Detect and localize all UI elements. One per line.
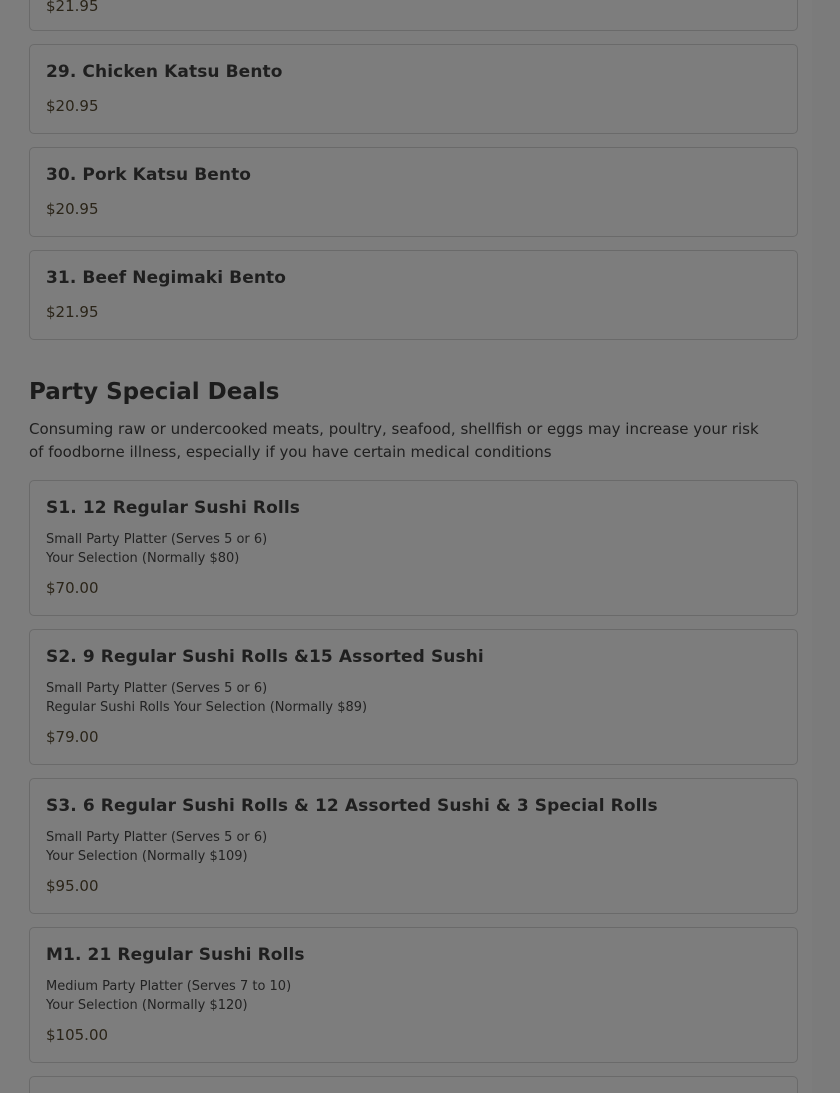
- item-name: 31. Beef Negimaki Bento: [46, 268, 287, 288]
- section-disclaimer: Consuming raw or undercooked meats, poultry, seafood, shellfish or eggs may increase your risk of foodborne illness, especially if you have certain medical conditions: [29, 420, 759, 461]
- item-description: Small Party Platter (Serves 5 or 6): [46, 830, 268, 845]
- menu-item-card[interactable]: [29, 629, 798, 765]
- item-name: S2. 9 Regular Sushi Rolls &15 Assorted Sushi: [46, 647, 484, 667]
- item-name: 30. Pork Katsu Bento: [46, 165, 252, 185]
- item-price: $105.00: [46, 1026, 109, 1044]
- menu-item-card[interactable]: [29, 44, 798, 134]
- item-price: $21.95: [46, 0, 99, 15]
- item-name: S3. 6 Regular Sushi Rolls & 12 Assorted Sushi & 3 Special Rolls: [46, 796, 658, 816]
- item-price: $70.00: [46, 579, 99, 597]
- item-description: Medium Party Platter (Serves 7 to 10): [46, 979, 292, 994]
- item-price: $95.00: [46, 877, 99, 895]
- menu-item-card[interactable]: [29, 480, 798, 616]
- menu-item-card[interactable]: [29, 927, 798, 1063]
- item-description: Your Selection (Normally $80): [46, 551, 240, 566]
- item-name: S1. 12 Regular Sushi Rolls: [46, 498, 300, 518]
- item-description: Your Selection (Normally $109): [46, 849, 248, 864]
- item-description: Small Party Platter (Serves 5 or 6): [46, 532, 268, 547]
- scrollbar-track[interactable]: [812, 0, 840, 1093]
- item-description: Regular Sushi Rolls Your Selection (Normally $89): [46, 700, 368, 715]
- section-title: Party Special Deals: [29, 379, 280, 405]
- item-price: $20.95: [46, 97, 99, 115]
- menu-item-card[interactable]: [29, 1076, 798, 1093]
- menu-item-card[interactable]: [29, 778, 798, 914]
- item-price: $21.95: [46, 303, 99, 321]
- item-price: $20.95: [46, 200, 99, 218]
- item-description: Small Party Platter (Serves 5 or 6): [46, 681, 268, 696]
- menu-item-card[interactable]: [29, 147, 798, 237]
- menu-item-card[interactable]: [29, 0, 798, 31]
- item-name: 29. Chicken Katsu Bento: [46, 62, 283, 82]
- menu-item-card[interactable]: [29, 250, 798, 340]
- item-description: Your Selection (Normally $120): [46, 998, 248, 1013]
- item-name: M1. 21 Regular Sushi Rolls: [46, 945, 305, 965]
- item-price: $79.00: [46, 728, 99, 746]
